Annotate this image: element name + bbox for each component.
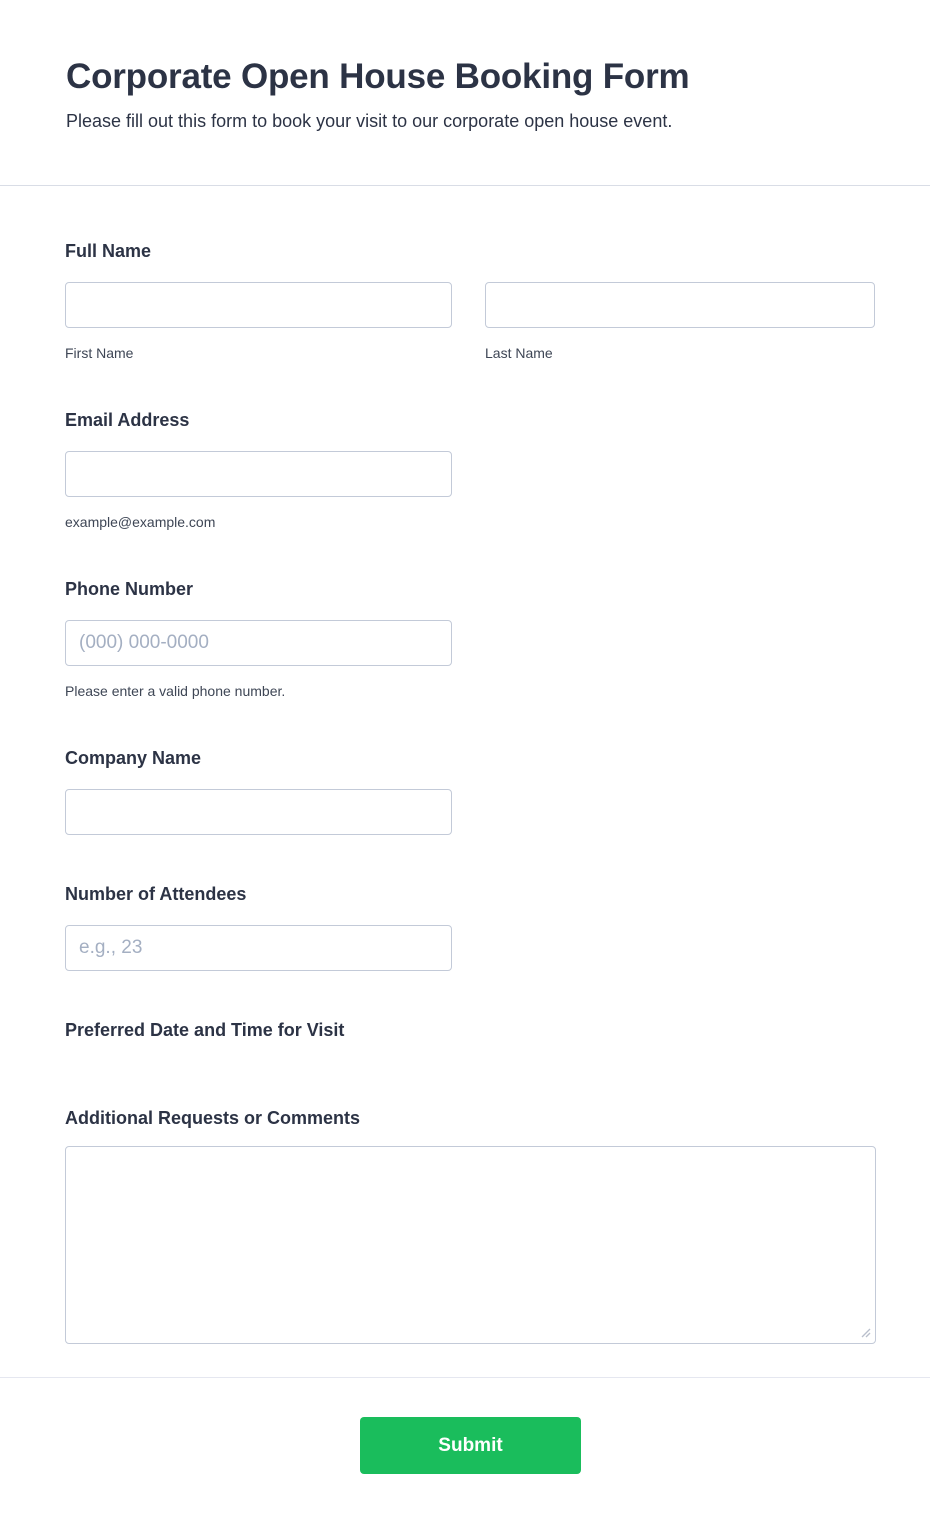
first-name-input[interactable] <box>65 282 452 328</box>
email-input[interactable] <box>65 451 452 497</box>
form-header <box>0 0 930 186</box>
email-input-row <box>65 451 876 497</box>
company-input-row <box>65 789 876 835</box>
first-name-sublabel: First Name <box>65 345 134 361</box>
field-attendees <box>65 884 876 971</box>
comments-textarea-wrap <box>65 1146 876 1344</box>
company-input[interactable] <box>65 789 452 835</box>
submit-button[interactable]: Submit <box>360 1417 581 1474</box>
form-title: Corporate Open House Booking Form <box>66 57 690 96</box>
email-sublabel: example@example.com <box>65 514 216 530</box>
field-comments <box>65 1108 876 1344</box>
form-body <box>0 241 930 1344</box>
full-name-label: Full Name <box>65 241 152 261</box>
attendees-input-row <box>65 925 876 971</box>
phone-sublabel: Please enter a valid phone number. <box>65 683 286 699</box>
first-name-column <box>65 282 452 361</box>
full-name-row <box>65 282 876 361</box>
last-name-column <box>485 282 875 361</box>
last-name-input[interactable] <box>485 282 875 328</box>
datetime-label: Preferred Date and Time for Visit <box>65 1020 345 1040</box>
phone-input-row <box>65 620 876 666</box>
form-subtitle: Please fill out this form to book your visit to our corporate open house event. <box>66 111 673 131</box>
attendees-input[interactable] <box>65 925 452 971</box>
email-label: Email Address <box>65 410 190 430</box>
last-name-sublabel: Last Name <box>485 345 553 361</box>
field-datetime <box>65 1020 876 1040</box>
form-footer <box>0 1378 930 1524</box>
field-phone <box>65 579 876 699</box>
comments-label: Additional Requests or Comments <box>65 1108 361 1128</box>
attendees-label: Number of Attendees <box>65 884 247 904</box>
company-label: Company Name <box>65 748 202 768</box>
comments-textarea[interactable] <box>65 1146 876 1344</box>
field-full-name <box>65 241 876 361</box>
phone-input[interactable] <box>65 620 452 666</box>
field-email <box>65 410 876 530</box>
phone-label: Phone Number <box>65 579 194 599</box>
field-company <box>65 748 876 835</box>
